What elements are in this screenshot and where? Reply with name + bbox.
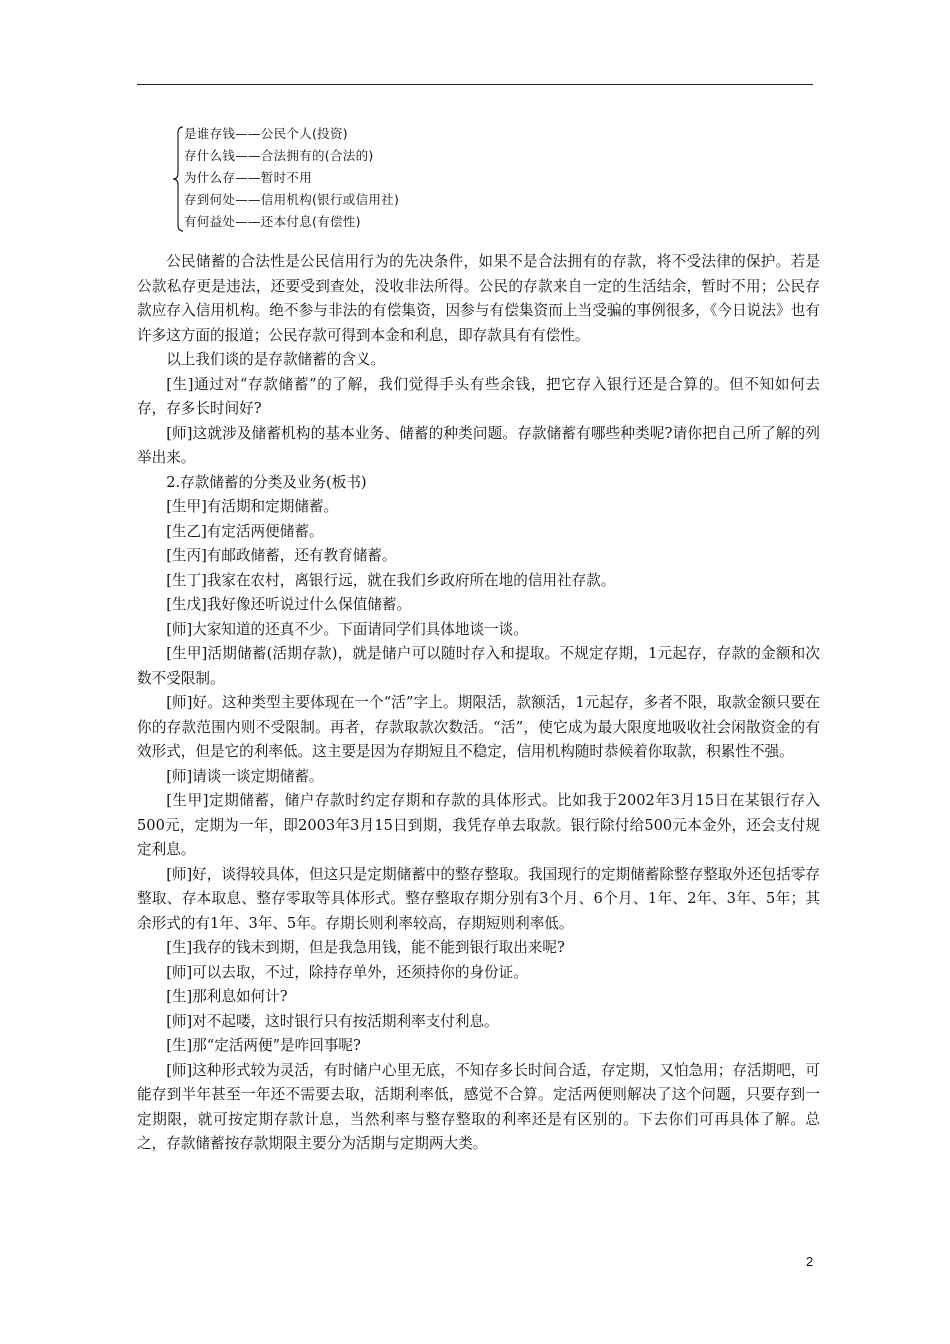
paragraph: 公民储蓄的合法性是公民信用行为的先决条件，如果不是合法拥有的存款，将不受法律的保护。若是公款私存更是违法，还要受到查处，没收非法所得。公民的存款来自一定的生活结余，暂时不用；公民存款应存入信用机构。绝不参与非法的有偿集资，因参与有偿集资而上当受骗的事例很多，《今日说法》也有许多这方面的报道；公民存款可得到本金和利息，即存款具有有偿性。	[137, 253, 820, 344]
outline-item: 是谁存钱——公民个人(投资)	[184, 126, 348, 141]
paragraph: [师]可以去取，不过，除持存单外，还须持你的身份证。	[166, 963, 528, 981]
page-number: 2	[806, 1254, 814, 1269]
paragraph: [生乙]有定活两便储蓄。	[166, 522, 324, 540]
paragraph: [生丁]我家在农村，离银行远，就在我们乡政府所在地的信用社存款。	[166, 571, 616, 589]
paragraph: 以上我们谈的是存款储蓄的含义。	[166, 351, 386, 368]
paragraph: [生丙]有邮政储蓄，还有教育储蓄。	[166, 547, 397, 564]
paragraph: [师]大家知道的还真不少。下面请同学们具体地谈一谈。	[166, 620, 528, 638]
paragraph: [生]我存的钱未到期，但是我急用钱，能不能到银行取出来呢?	[166, 939, 565, 956]
paragraph: [师]请谈一谈定期储蓄。	[166, 767, 324, 785]
paragraph: [师]这种形式较为灵活，有时储户心里无底，不知存多长时间合适，存定期，又怕急用；存活期吧，可能存到半年甚至一年还不需要去取，活期利率低，感觉不合算。定活两便则解决了这个问题，只要存到一定期限，就可按定期存款计息，当然利率与整存整取的利率还是有区别的。下去你们可再具体了解。总之，存款储蓄按存款期限主要分为活期与定期两大类。	[137, 1061, 820, 1152]
savings-outline	[172, 125, 472, 233]
paragraph: [生甲]有活期和定期储蓄。	[166, 498, 339, 515]
paragraph: [师]对不起喽，这时银行只有按活期利率支付利息。	[166, 1012, 499, 1030]
paragraph: [生]那利息如何计?	[166, 988, 288, 1005]
header-rule	[137, 84, 813, 85]
paragraph: [生甲]定期储蓄，储户存款时约定存期和存款的具体形式。比如我于2002年3月15日在某银行存入500元，定期为一年，即2003年3月15日到期，我凭存单去取款。银行除付给500元本金外，还会支付规定利息。	[137, 792, 820, 858]
outline-item: 存到何处——信用机构(银行或信用社)	[184, 192, 400, 207]
paragraph: [师]这就涉及储蓄机构的基本业务、储蓄的种类问题。存款储蓄有哪些种类呢?请你把自己所了解的列举出来。	[137, 424, 820, 466]
outline-item: 为什么存——暂时不用	[184, 170, 313, 185]
paragraph: [生戊]我好像还听说过什么保值储蓄。	[166, 596, 412, 613]
paragraph: [生]那“定活两便”是咋回事呢?	[166, 1037, 361, 1054]
paragraph: [师]好。这种类型主要体现在一个“活”字上。期限活，款额活，1元起存，多者不限，取款金额只要在你的存款范围内则不受限制。再者，存款取款次数活。“活”，使它成为最大限度地吸收社会闲散资金的有效形式，但是它的利率低。这主要是因为存期短且不稳定，信用机构随时恭候着你取款，积累性不强。	[137, 694, 820, 760]
outline-item: 存什么钱——合法拥有的(合法的)	[184, 148, 374, 163]
lesson-text	[137, 250, 820, 1157]
paragraph: [生甲]活期储蓄(活期存款)，就是储户可以随时存入和提取。不规定存期，1元起存，存款的金额和次数不受限制。	[137, 645, 820, 687]
brace-icon	[172, 125, 184, 233]
paragraph: [师]好，谈得较具体，但这只是定期储蓄中的整存整取。我国现行的定期储蓄除整存整取外还包括零存整取、存本取息、整存零取等具体形式。整存整取存期分别有3个月、6个月、1年、2年、3年、5年；其余形式的有1年、3年、5年。存期长则利率较高，存期短则利率低。	[137, 865, 820, 932]
outline-item: 有何益处——还本付息(有偿性)	[184, 214, 361, 229]
section-heading: 2.存款储蓄的分类及业务(板书)	[166, 473, 367, 491]
paragraph: [生]通过对“存款储蓄”的了解，我们觉得手头有些余钱，把它存入银行还是合算的。但不知如何去存，存多长时间好?	[137, 375, 820, 417]
